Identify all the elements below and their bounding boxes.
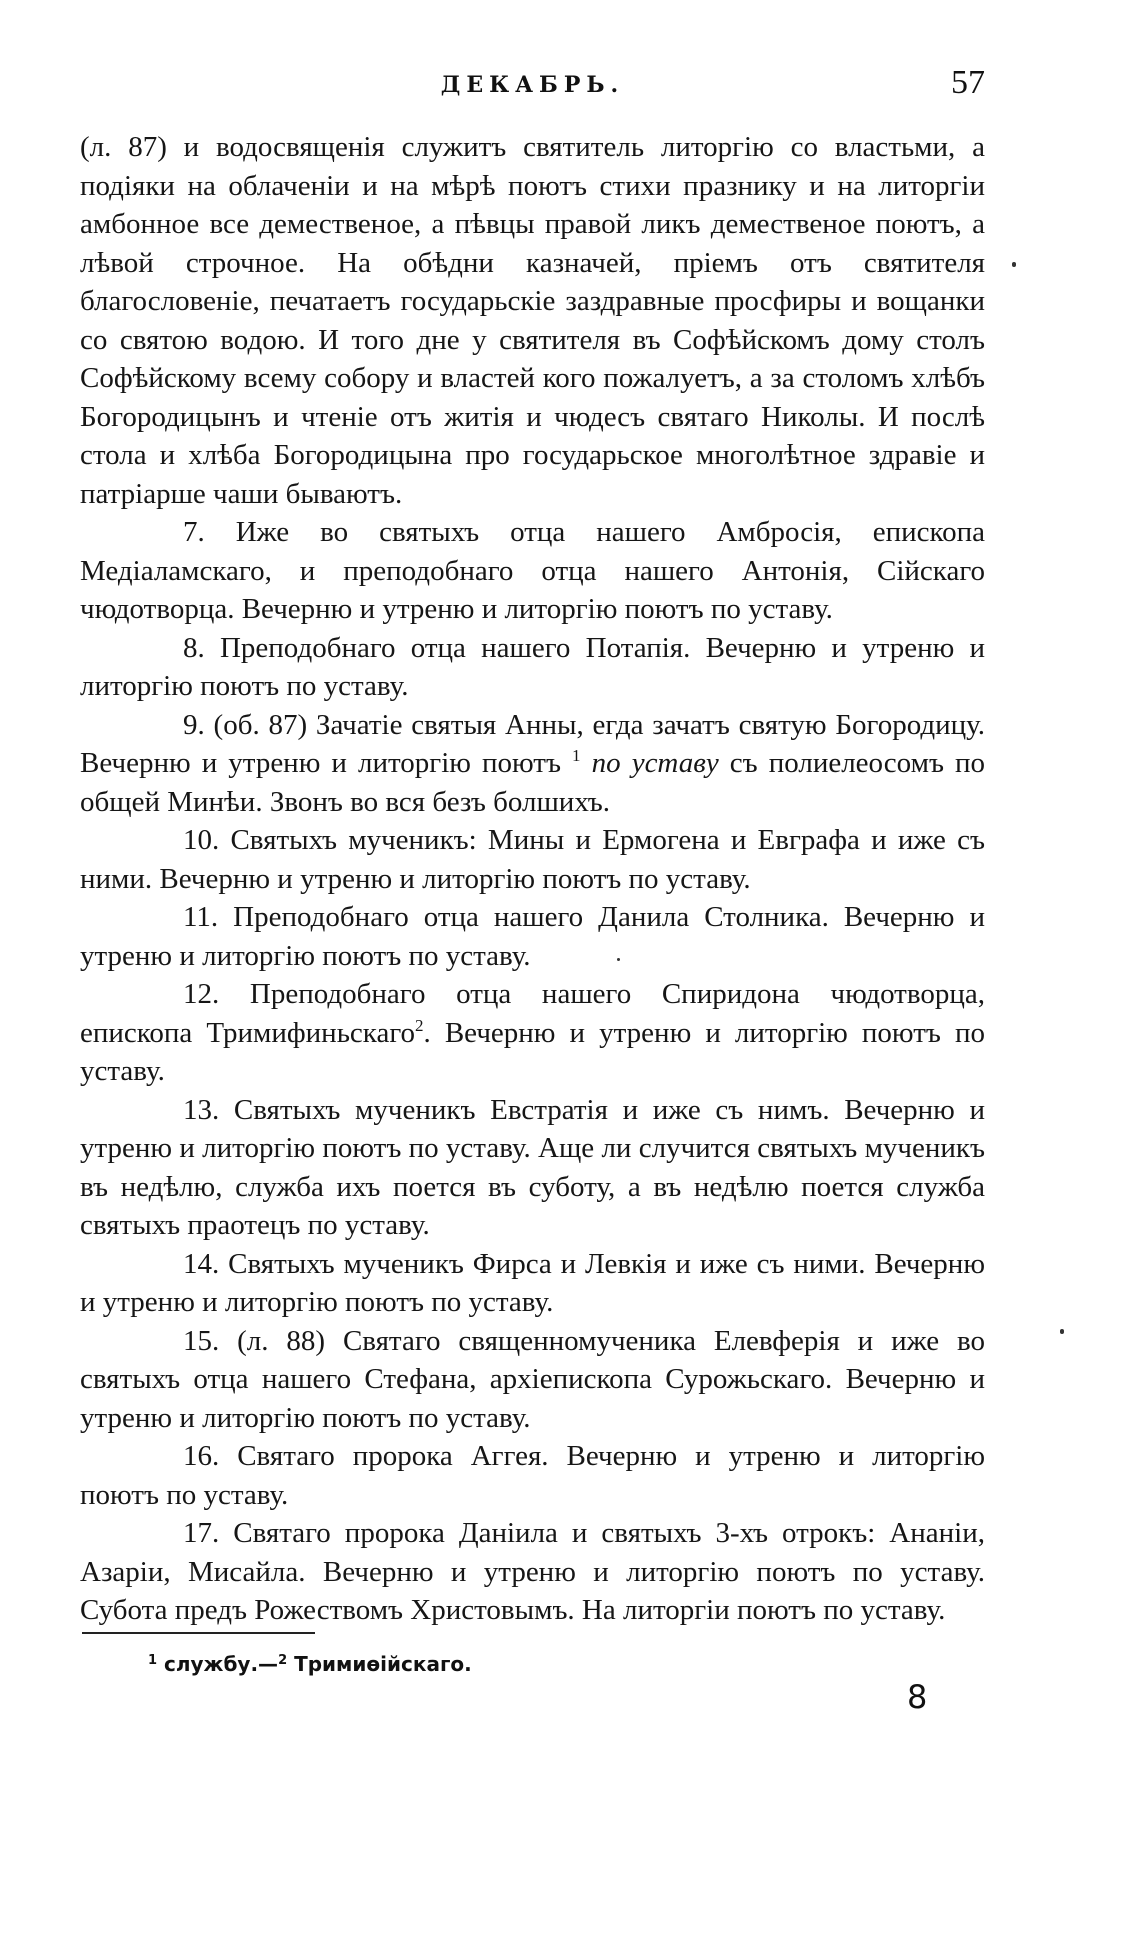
footnote-ref-2: 2 — [415, 1015, 424, 1035]
body-text — [80, 128, 985, 1630]
entry-day-12-rest: . Вечерню и утреню и литоргію поютъ по уставу. — [80, 1016, 985, 1087]
entry-day-9-text: 9. (об. 87) Зачатіе святыя Анны, егда зачатъ святую Богородицу. Вечерню и утреню и литоргію поютъ — [80, 708, 985, 779]
entry-day-13: 13. Святыхъ мученикъ Евстратія и иже съ нимъ. Вечерню и утреню и литоргію поютъ по уставу. Аще ли случится святыхъ мученикъ въ недѣлю, служба ихъ поется въ суботу, а въ недѣлю поется служба святыхъ праотецъ по уставу. — [80, 1093, 985, 1241]
page-number: 57 — [951, 64, 985, 101]
entry-day-16: 16. Святаго пророка Аггея. Вечерню и утреню и литоргію поютъ по уставу. — [80, 1440, 985, 1511]
entry-day-7: 7. Иже во святыхъ отца нашего Амбросія, епископа Медіаламскаго, и преподобнаго отца нашего Антонія, Сійскаго чюдотворца. Вечерню и утреню и литоргію поютъ по уставу. — [80, 516, 985, 625]
entry-day-9-rest: съ полиелеосомъ по общей Минѣи. Звонъ во вся безъ болшихъ. — [80, 747, 986, 818]
entry-day-10: 10. Святыхъ мученикъ: Мины и Ермогена и Евграфа и иже съ ними. Вечерню и утреню и литоргію поютъ по уставу. — [80, 824, 985, 895]
entry-day-9 — [80, 706, 985, 822]
scan-speck — [1060, 1329, 1064, 1334]
scan-speck — [1012, 262, 1016, 267]
entry-day-12-text: 12. Преподобнаго отца нашего Спиридона чюдотворца, епископа Тримифиньскаго — [80, 978, 985, 1049]
scan-speck — [617, 958, 620, 961]
signature-mark: 8 — [907, 1678, 928, 1716]
footnote-rule — [82, 1632, 315, 1634]
footnotes — [148, 1652, 472, 1676]
entry-day-14: 14. Святыхъ мученикъ Фирса и Левкія и иже съ ними. Вечерню и утреню и литоргію поютъ по уставу. — [80, 1247, 985, 1318]
footnote-marker-1: 1 — [148, 1653, 158, 1668]
entry-day-17: 17. Святаго пророка Даніила и святыхъ 3-хъ отрокъ: Ананіи, Азаріи, Мисайла. Вечерню и утреню и литоргію поютъ по уставу. Субота предъ Рожествомъ Христовымъ. На литоргіи поютъ по уставу. — [80, 1517, 985, 1626]
entry-day-12 — [80, 975, 985, 1091]
footnote-text-2: Тримиѳійскаго. — [294, 1652, 472, 1676]
footnote-ref-1: 1 — [572, 746, 581, 765]
entry-day-9-italic: по уставу — [591, 747, 719, 779]
page-header — [80, 64, 985, 112]
footnote-marker-2: 2 — [278, 1653, 288, 1668]
entry-day-11: 11. Преподобнаго отца нашего Данила Столника. Вечерню и утреню и литоргію поютъ по уставу. — [80, 901, 985, 972]
running-title: ДЕКАБРЬ. — [440, 72, 625, 98]
paragraph-continued: (л. 87) и водосвященія служитъ святитель литоргію со властьми, а подіяки на облаченіи и на мѣрѣ поютъ стихи празнику и на литоргіи амбонное все демественое, а пѣвцы правой ликъ демественое поютъ, а лѣвой строчное. На обѣдни казначей, пріемъ отъ святителя благословеніе, печатаетъ государьскіе заздравные просфиры и вощанки со святою водою. И того дне у святителя въ Софѣйскомъ дому столъ Софѣйскому всему собору и властей кого пожалуетъ, а за столомъ хлѣбъ Богородицынъ и чтеніе отъ житія и чюдесъ святаго Николы. И послѣ стола и хлѣба Богородицына про государьское многолѣтное здравіе и патріарше чаши бываютъ. — [80, 131, 985, 510]
entry-day-15: 15. (л. 88) Святаго священномученика Елевферія и иже во святыхъ отца нашего Стефана, архіепископа Сурожьскаго. Вечерню и утреню и литоргію поютъ по уставу. — [80, 1324, 985, 1434]
entry-day-8: 8. Преподобнаго отца нашего Потапія. Вечерню и утреню и литоргію поютъ по уставу. — [80, 631, 985, 702]
footnote-text-1: службу.— — [164, 1652, 279, 1676]
